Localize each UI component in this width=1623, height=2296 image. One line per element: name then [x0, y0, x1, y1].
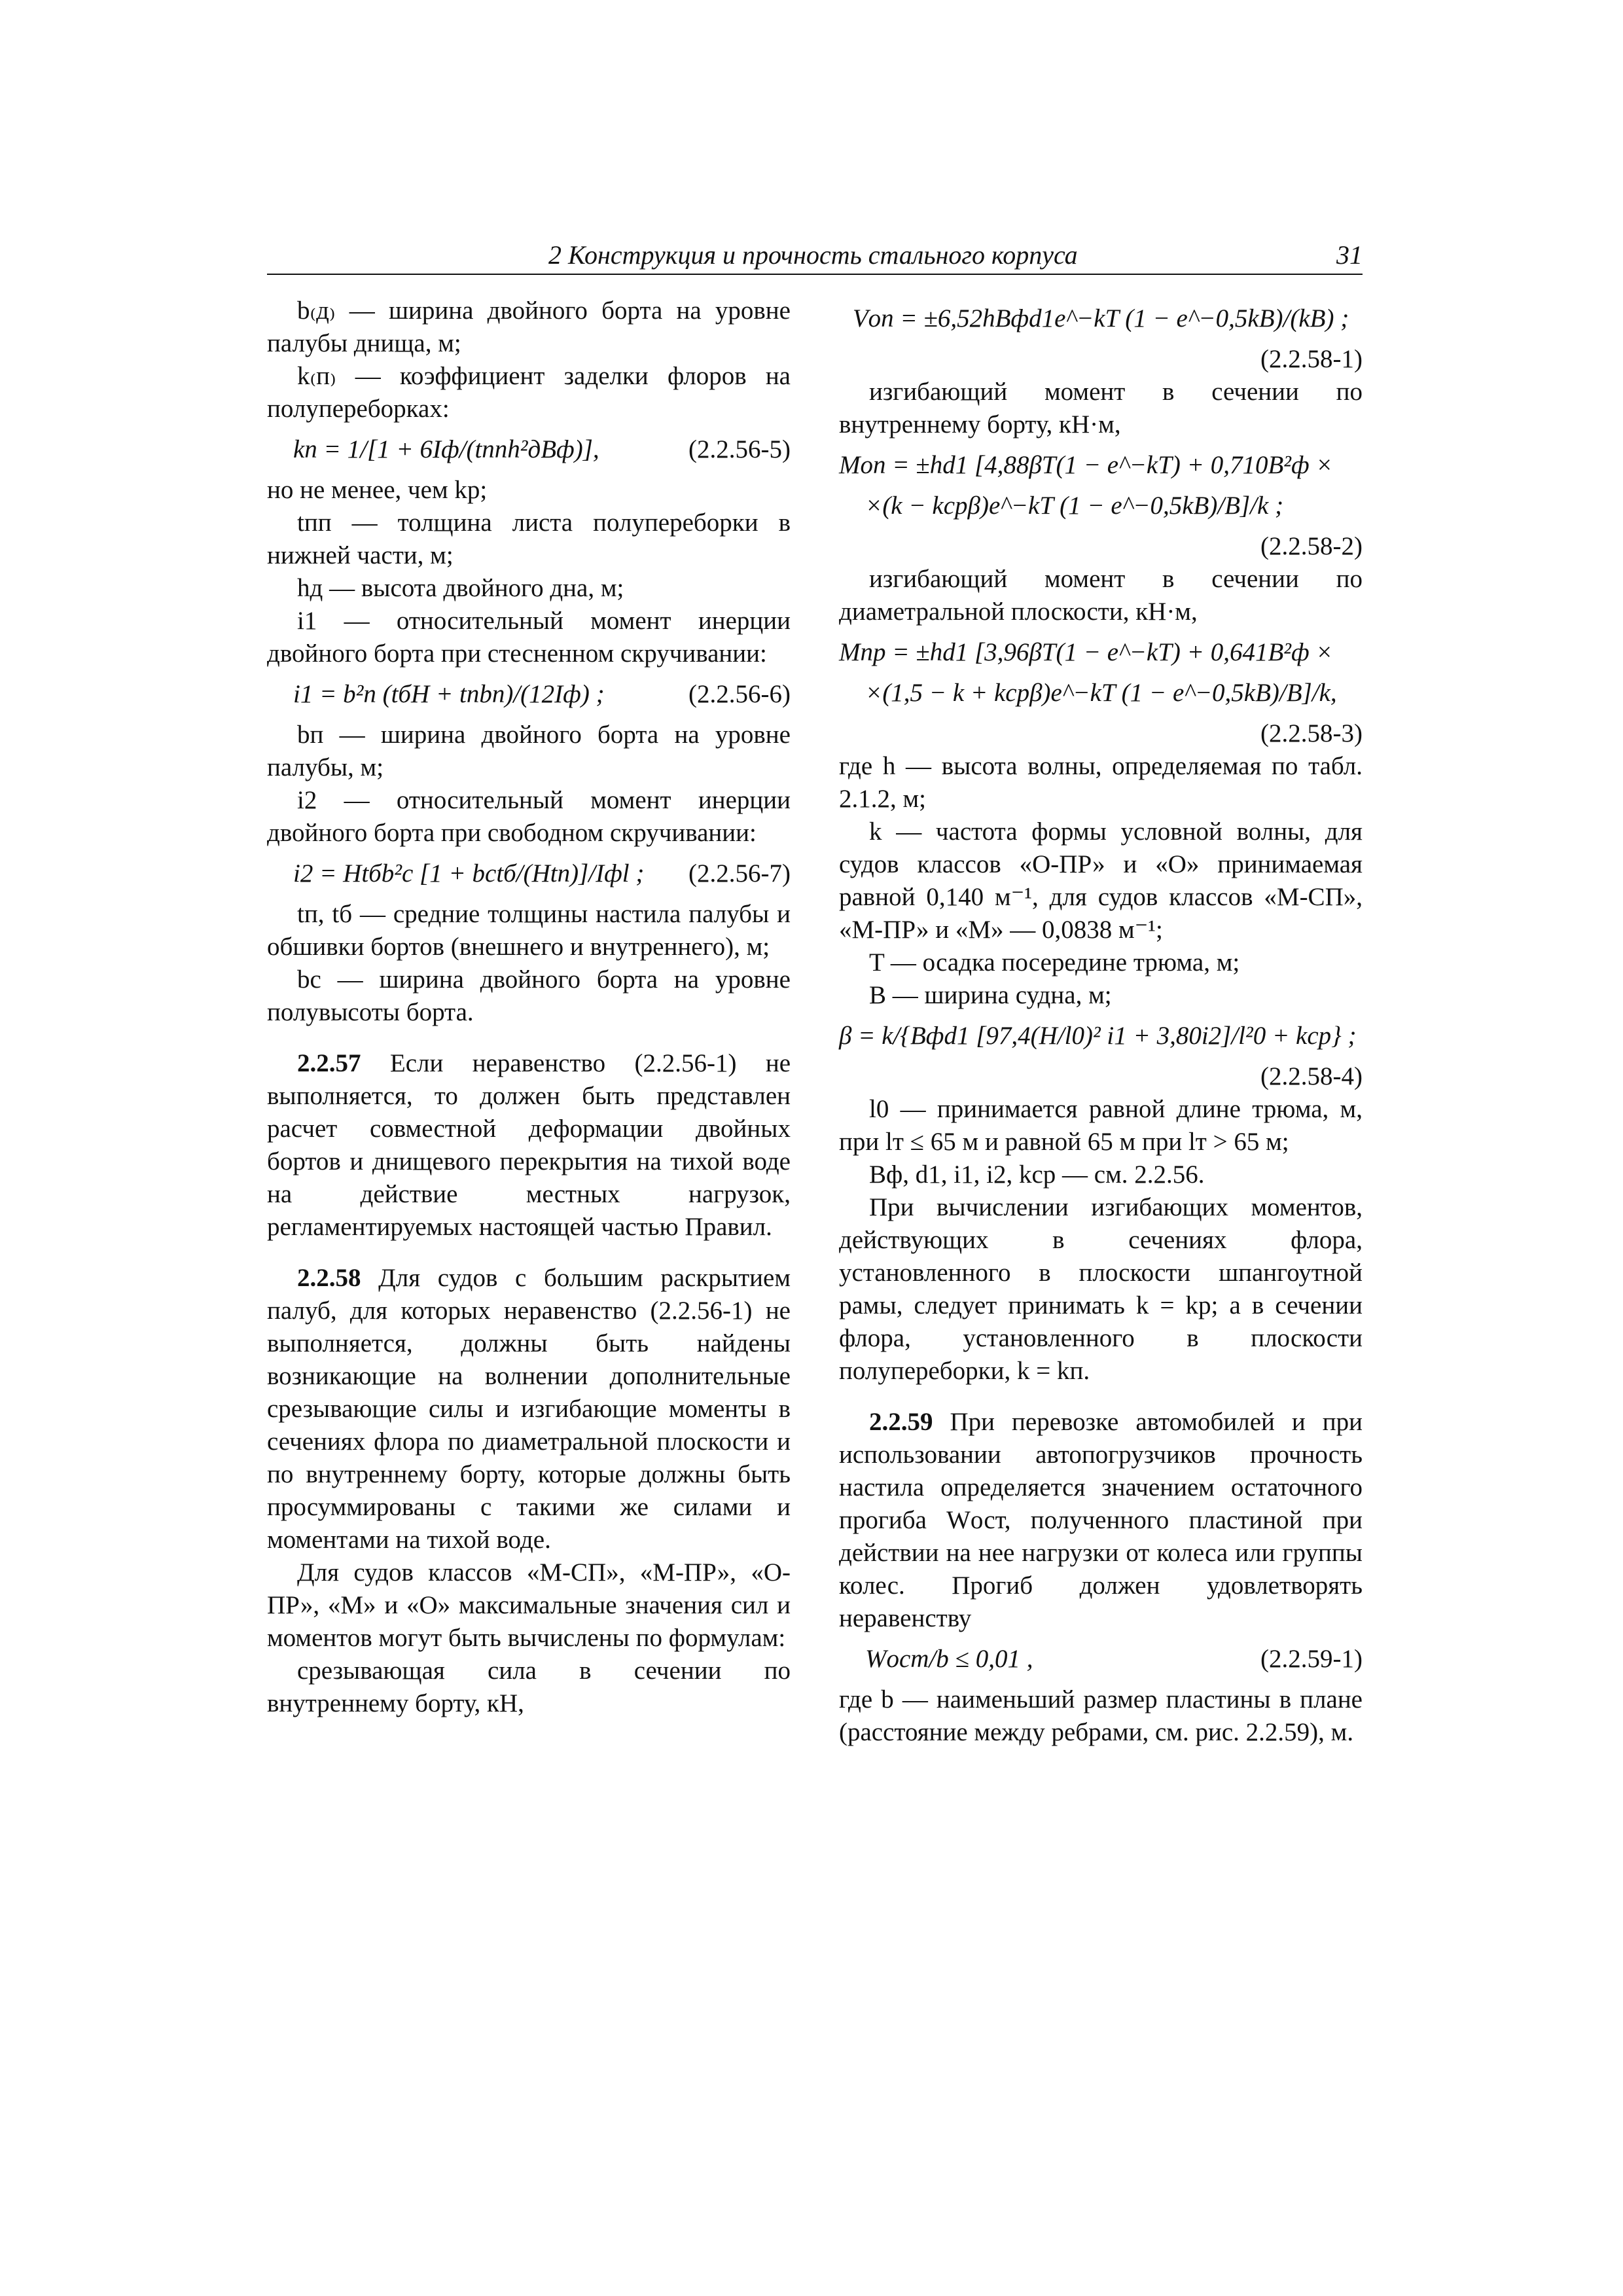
section-2-2-59 — [839, 1406, 1363, 1635]
formula-2-2-59-1 — [839, 1643, 1363, 1676]
definition-tpp: tпп — толщина листа полупереборки в нижней части, м; — [267, 509, 791, 569]
formula-2-2-58-3-line2 — [839, 677, 1363, 709]
formula-number: (2.2.56-7) — [688, 859, 791, 888]
left-column — [267, 295, 791, 1720]
formula-2-2-56-7 — [267, 857, 791, 890]
formula-2-2-58-2-line2 — [839, 490, 1363, 522]
definition-tp-tb: tп, tб — средние толщины настила палубы и обшивки бортов (внешнего и внутреннего), м; — [267, 900, 791, 961]
definition-k: k — частота формы условной волны, для судов классов «О-ПР» и «О» принимаемая равной 0,140 м⁻¹, для судов классов «М-СП», «М-ПР» и «М» — 0,0838 м⁻¹; — [839, 817, 1363, 944]
section-text: При перевозке автомобилей и при использовании автопогрузчиков прочность настила определяется значением остаточного прогиба Wост, полученного пластиной при действии на нее нагрузки от колеса или группы колес. Прогиб должен удовлетворять неравенству — [839, 1408, 1363, 1632]
paragraph-classes: Для судов классов «М-СП», «М-ПР», «О-ПР», «М» и «О» максимальные значения сил и моментов могут быть вычислены по формулам: — [267, 1558, 791, 1652]
formula-expression: i1 = b²п (tбH + tпbп)/(12Iф) ; — [293, 680, 605, 708]
definition-hd: hд — высота двойного дна, м; — [297, 574, 624, 602]
page-number: 31 — [1336, 240, 1363, 270]
paragraph-moment-inner-side: изгибающий момент в сечении по внутреннему борту, кН·м, — [839, 378, 1363, 439]
formula-number: (2.2.59-1) — [1260, 1645, 1363, 1673]
section-number: 2.2.59 — [869, 1408, 933, 1436]
formula-2-2-56-5 — [267, 433, 791, 466]
paragraph-moment-centerline: изгибающий момент в сечении по диаметральной плоскости, кН·м, — [839, 565, 1363, 626]
formula-2-2-56-6 — [267, 678, 791, 711]
condition-text: но не менее, чем kр; — [267, 476, 488, 504]
definition-bd: b₍д₎ — ширина двойного борта на уровне палубы днища, м; — [267, 296, 791, 357]
running-header — [267, 237, 1363, 276]
formula-expression: Mпр = ±hd1 [3,96βT(1 − e^−kT) + 0,641B²ф × — [839, 638, 1333, 666]
definition-i2: i2 — относительный момент инерции двойного борта при свободном скручивании: — [267, 786, 791, 847]
section-number: 2.2.57 — [297, 1049, 361, 1077]
definition-i1: i1 — относительный момент инерции двойного борта при стесненном скручивании: — [267, 607, 791, 668]
header-rule — [267, 274, 1363, 275]
formula-number: (2.2.58-3) — [1260, 719, 1363, 747]
definition-kp: k₍п₎ — коэффициент заделки флоров на полупереборках: — [267, 362, 791, 423]
formula-number: (2.2.58-4) — [1260, 1062, 1363, 1090]
formula-expression: ×(1,5 − k + kсрβ)e^−kT (1 − e^−0,5kB)/B]/k, — [865, 679, 1337, 707]
definition-h: где h — высота волны, определяемая по табл. 2.1.2, м; — [839, 752, 1363, 813]
formula-2-2-58-1 — [839, 302, 1363, 335]
header-title: 2 Конструкция и прочность стального корпуса — [548, 240, 1078, 270]
formula-expression: Wост/b ≤ 0,01 , — [865, 1645, 1033, 1673]
section-2-2-57 — [267, 1047, 791, 1244]
definition-l0: l0 — принимается равной длине трюма, м, при lт ≤ 65 м и равной 65 м при lт > 65 м; — [839, 1095, 1363, 1156]
formula-expression: Mоп = ±hd1 [4,88βT(1 − e^−kT) + 0,710B²ф × — [839, 451, 1333, 479]
paragraph-shear-force: срезывающая сила в сечении по внутреннему борту, кН, — [267, 1657, 791, 1717]
section-number: 2.2.58 — [297, 1264, 361, 1292]
formula-expression: Vоп = ±6,52hBфd1e^−kT (1 − e^−0,5kB)/(kB) ; — [852, 304, 1349, 332]
formula-number: (2.2.56-6) — [688, 680, 791, 708]
formula-2-2-58-3-line1 — [839, 636, 1363, 669]
formula-number: (2.2.56-5) — [688, 435, 791, 463]
paragraph-moments-floor: При вычислении изгибающих моментов, действующих в сечениях флора, установленного в плоскости шпангоутной рамы, следует принимать k = kр; а в сечении флора, установленного в плоскости полупереборки, k = kп. — [839, 1193, 1363, 1385]
formula-expression: β = k/{Bфd1 [97,4(H/l0)² i1 + 3,80i2]/l²0 + kср} ; — [839, 1022, 1357, 1050]
formula-2-2-58-2-line1 — [839, 449, 1363, 482]
section-text: Если неравенство (2.2.56-1) не выполняется, то должен быть представлен расчет совместной деформации двойных бортов и днищевого перекрытия на тихой воде на действие местных нагрузок, регламентируемых настоящей частью Правил. — [267, 1049, 791, 1241]
section-2-2-58 — [267, 1262, 791, 1556]
formula-number: (2.2.58-1) — [1260, 345, 1363, 373]
formula-expression: i2 = Htбb²с [1 + bсtб/(Htп)]/Iфl ; — [293, 859, 645, 888]
reference-2-2-56: Bф, d1, i1, i2, kср — см. 2.2.56. — [869, 1160, 1205, 1189]
right-column — [839, 295, 1363, 1749]
definition-bp: bп — ширина двойного борта на уровне палубы, м; — [267, 721, 791, 781]
formula-expression: ×(k − kсрβ)e^−kT (1 − e^−0,5kB)/B]/k ; — [865, 492, 1284, 520]
definition-B: B — ширина судна, м; — [869, 981, 1112, 1009]
section-text: Для судов с большим раскрытием палуб, для которых неравенство (2.2.56-1) не выполняется, должны быть найдены возникающие на волнении дополнительные срезывающие силы и изгибающие моменты в сечениях флора по диаметральной плоскости и по внутреннему борту, которые должны быть просуммированы с такими же силами и моментами на тихой воде. — [267, 1264, 791, 1554]
definition-T: T — осадка посередине трюма, м; — [869, 948, 1240, 977]
definition-bc: bс — ширина двойного борта на уровне полувысоты борта. — [267, 965, 791, 1026]
formula-expression: kп = 1/[1 + 6Iф/(tппh²дBф)], — [293, 435, 599, 463]
formula-2-2-58-4 — [839, 1020, 1363, 1052]
definition-b: где b — наименьший размер пластины в плане (расстояние между ребрами, см. рис. 2.2.59), м. — [839, 1685, 1363, 1746]
formula-number: (2.2.58-2) — [1260, 532, 1363, 560]
